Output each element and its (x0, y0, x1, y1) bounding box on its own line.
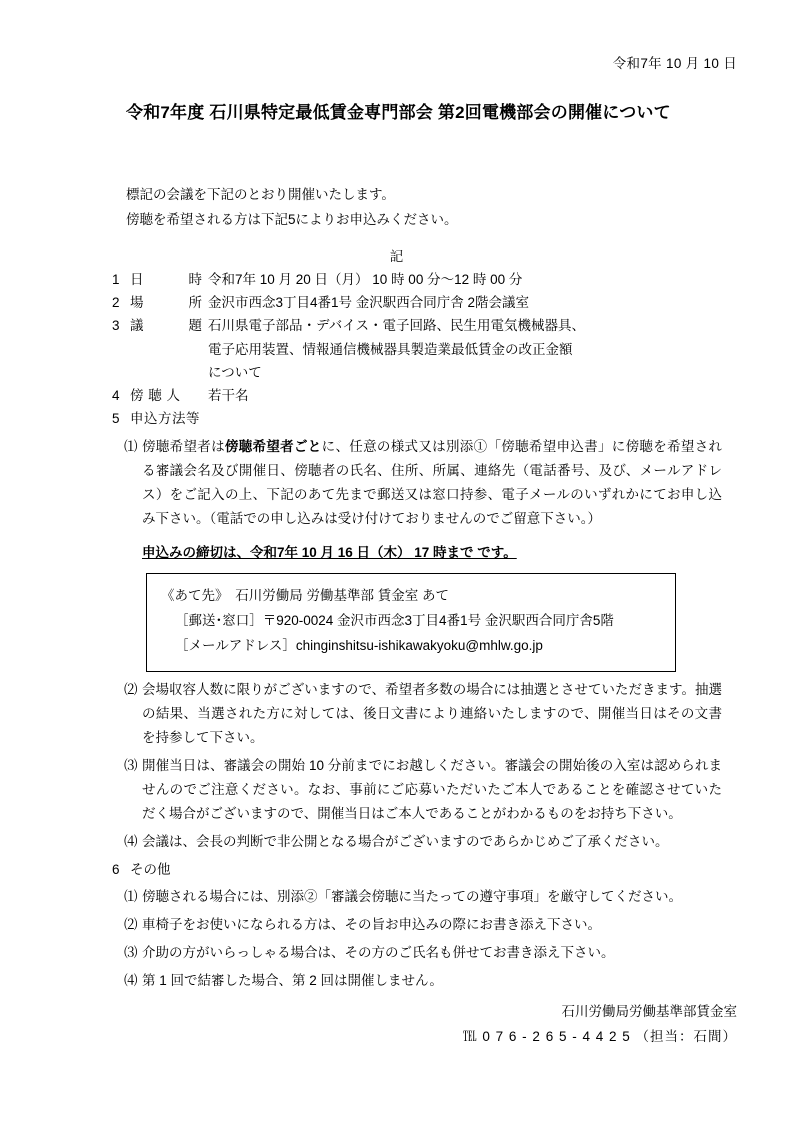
item-label: 傍 聴 人 (130, 388, 181, 404)
footer-telephone: ℡ 0 7 6 - 2 6 5 - 4 4 2 5 （担当：石間） (463, 1029, 737, 1044)
text-part-bold: 傍聴希望者ごと (224, 438, 322, 454)
item-label: 場 所 (130, 295, 208, 311)
intro-line-2: 傍聴を希望される方は下記5によりお申込みください。 (126, 211, 458, 227)
item-number: 4 (112, 388, 120, 404)
item-label: 議 題 (130, 318, 208, 334)
list-item (112, 435, 722, 531)
item-number: 1 (112, 272, 120, 287)
list-text (142, 435, 722, 531)
list-marker: ⑷ (124, 833, 138, 849)
item-number: 6 (112, 861, 120, 877)
list-item (112, 885, 722, 909)
list-text: 第 1 回で結審した場合、第 2 回は開催しません。 (142, 973, 443, 989)
list-text: 車椅子をお使いになられる方は、その旨お申込みの際にお書き添え下さい。 (142, 917, 601, 933)
address-line-3: ［メールアドレス］chinginshitsu-ishikawakyoku@mhlw.go.jp (175, 637, 543, 653)
item-continuation: 電子応用装置、情報通信機械器具製造業最低賃金の改正金額 (208, 341, 573, 357)
item-label: 申込方法等 (130, 411, 200, 427)
intro-line-1: 標記の会議を下記のとおり開催いたします。 (126, 187, 395, 202)
item-row (112, 407, 722, 430)
item-continuation: について (208, 364, 262, 380)
item-number: 5 (112, 411, 120, 427)
section-6 (112, 858, 722, 882)
document-date: 令和7年 10 月 10 日 (612, 56, 737, 71)
address-line-1: 《あて先》 石川労働局 労働基準部 賃金室 あて (161, 587, 450, 603)
list-text: 傍聴される場合には、別添②「審議会傍聴に当たっての遵守事項」を厳守してください。 (142, 889, 682, 905)
page-title: 令和7年度 石川県特定最低賃金専門部会 第2回電機部会の開催について (126, 103, 671, 122)
item-row (112, 268, 722, 291)
deadline-text: 申込みの締切は、令和7年 10 月 16 日（木） 17 時まで です。 (142, 544, 517, 560)
text-part: に、任意の様式又は別添①「傍聴希望申込書」に傍聴を希望される審議会名及び開催日、傍聴者の氏名、住所、所属、連絡先（電話番号、及び、メールアドレス）をご記入の上、下記のあて先まで郵送又は窓口持参、電子メールのいずれかにてお申し込み下さい。（電話での申し込みは受け付けておりませんのでご留意下さい。） (142, 438, 723, 526)
item-label: 日 時 (130, 272, 208, 287)
text-part: 傍聴希望者は (142, 438, 225, 454)
intro-block (126, 183, 458, 233)
item-value: 金沢市西念3丁目4番1号 金沢駅西合同庁舎 2階会議室 (208, 295, 530, 311)
list-marker: ⑵ (124, 681, 138, 697)
list-marker: ⑶ (124, 757, 138, 773)
section6-sublist (112, 885, 722, 993)
list-item (112, 913, 722, 937)
list-text: 会議は、会長の判断で非公開となる場合がございますのであらかじめご了承ください。 (142, 833, 669, 849)
footer-organization: 石川労働局労働基準部賃金室 (561, 1004, 737, 1019)
list-marker: ⑷ (124, 973, 138, 989)
list-item (112, 941, 722, 965)
item-number: 3 (112, 318, 120, 334)
list-text: 開催当日は、審議会の開始 10 分前までにお越しください。審議会の開始後の入室は認められませんのでご注意ください。なお、事前にご応募いただいたご本人であることを確認させていただく場合がございますので、開催当日はご本人であることがわかるものをお持ち下さい。 (142, 757, 722, 821)
address-box (146, 573, 676, 672)
item-row (112, 384, 722, 407)
list-text: 介助の方がいらっしゃる場合は、その方のご氏名も併せてお書き添え下さい。 (142, 945, 615, 961)
item-value: 石川県電子部品・デバイス・電子回路、民生用電気機械器具、 (208, 318, 586, 334)
item-row (112, 314, 722, 337)
item-number: 2 (112, 295, 120, 311)
list-marker: ⑴ (124, 438, 138, 454)
list-item (112, 969, 722, 993)
item-row (112, 291, 722, 314)
apply-sublist (112, 435, 722, 854)
list-marker: ⑶ (124, 945, 138, 961)
deadline-notice (142, 541, 722, 561)
list-item (112, 678, 722, 750)
items-list (112, 268, 722, 993)
list-item (112, 754, 722, 826)
address-line-2: ［郵送･窓口］〒920-0024 金沢市西念3丁目4番1号 金沢駅西合同庁舎5階 (175, 612, 614, 628)
item-label: その他 (130, 861, 171, 877)
list-marker: ⑴ (124, 889, 138, 905)
list-marker: ⑵ (124, 917, 138, 933)
item-value: 令和7年 10 月 20 日（月） 10 時 00 分～12 時 00 分 (208, 272, 523, 287)
ki-marker: 記 (389, 249, 404, 264)
item-value: 若干名 (208, 388, 249, 404)
list-text: 会場収容人数に限りがございますので、希望者多数の場合には抽選とさせていただきます。抽選の結果、当選された方に対しては、後日文書により連絡いたしますので、開催当日はその文書を持参して下さい。 (142, 681, 722, 745)
list-item (112, 830, 722, 854)
